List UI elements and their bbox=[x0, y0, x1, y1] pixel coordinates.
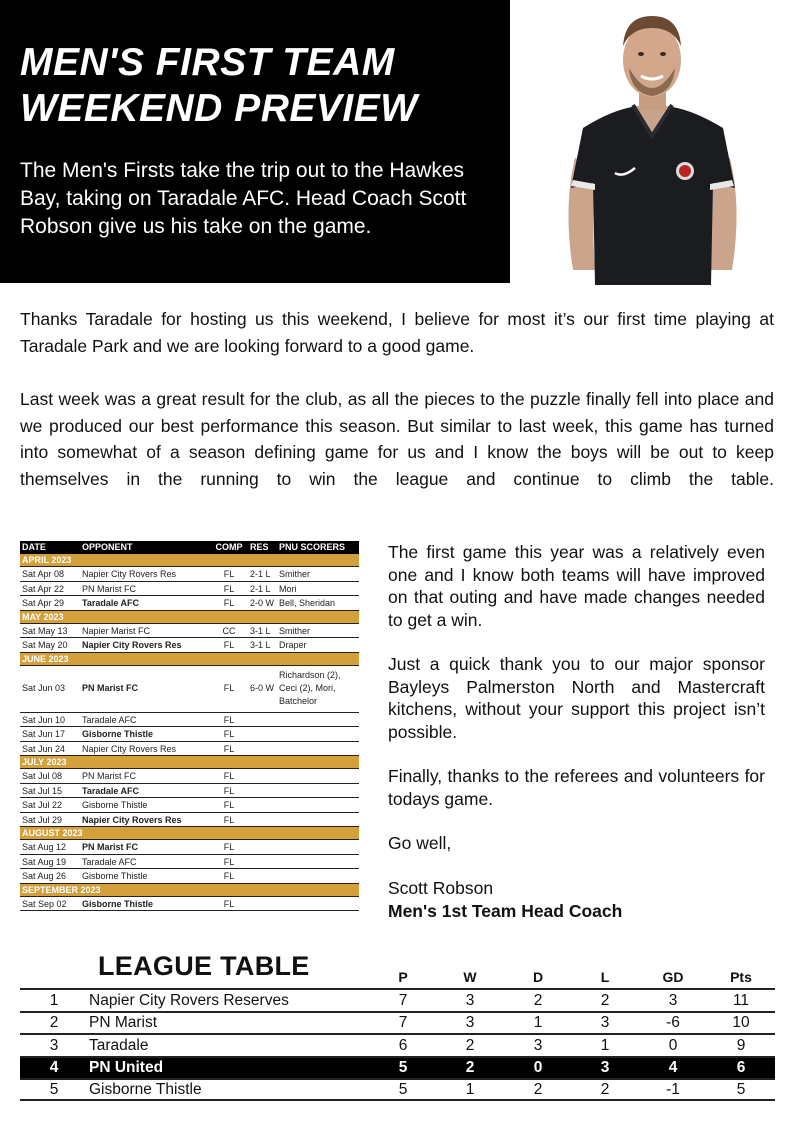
fixture-date: Sat Aug 12 bbox=[22, 842, 67, 852]
col-scorers: PNU SCORERS bbox=[279, 542, 346, 552]
fixture-row bbox=[20, 769, 359, 784]
league-lost: 1 bbox=[600, 1036, 610, 1054]
fixture-row bbox=[20, 596, 359, 611]
league-won: 3 bbox=[465, 1014, 475, 1032]
fixture-opponent: Napier City Rovers Res bbox=[82, 743, 177, 754]
fixture-scorers bbox=[276, 713, 359, 727]
league-position: 3 bbox=[49, 1036, 59, 1054]
fixture-date: Sat Sep 02 bbox=[22, 898, 67, 909]
league-team: Napier City Rovers Reserves bbox=[89, 991, 289, 1009]
fixture-opponent: PN Marist FC bbox=[82, 842, 139, 852]
league-drawn: 3 bbox=[533, 1036, 543, 1054]
league-row-highlighted bbox=[20, 1056, 775, 1079]
league-gd: -6 bbox=[666, 1014, 680, 1032]
fixture-row bbox=[20, 840, 359, 855]
fixture-comp: FL bbox=[223, 683, 235, 693]
fixture-comp: FL bbox=[223, 771, 235, 781]
fixture-scorers: Bell, Sheridan bbox=[279, 598, 336, 608]
col-opponent: OPPONENT bbox=[82, 542, 133, 552]
fixture-opponent: Gisborne Thistle bbox=[82, 729, 154, 739]
fixture-comp: FL bbox=[223, 640, 235, 650]
league-lost: 2 bbox=[600, 991, 610, 1009]
fixture-result bbox=[250, 727, 276, 741]
fixture-result bbox=[250, 897, 276, 911]
fixture-opponent: Taradale AFC bbox=[82, 714, 137, 725]
league-points: 11 bbox=[732, 991, 750, 1009]
league-drawn: 0 bbox=[533, 1059, 543, 1077]
fixture-row bbox=[20, 897, 359, 912]
fixture-opponent: Taradale AFC bbox=[82, 856, 137, 867]
fixture-opponent: Taradale AFC bbox=[82, 598, 140, 608]
fixture-result: 6-0 W bbox=[250, 683, 275, 693]
fixture-date: Sat Jun 24 bbox=[22, 743, 66, 754]
fixture-result: 2-1 L bbox=[250, 569, 271, 579]
fixture-scorers: Richardson (2), Ceci (2), Mori, Batchelor bbox=[279, 670, 341, 706]
league-points: 9 bbox=[736, 1036, 746, 1054]
fixture-date: Sat Jul 08 bbox=[22, 771, 63, 781]
fixture-comp: FL bbox=[223, 714, 235, 725]
league-lost: 3 bbox=[600, 1014, 610, 1032]
fixture-opponent: Gisborne Thistle bbox=[82, 800, 148, 810]
fixture-comp: FL bbox=[223, 800, 235, 810]
league-played: 6 bbox=[398, 1036, 408, 1054]
coach-photo bbox=[555, 8, 750, 285]
fixture-scorers bbox=[276, 798, 359, 812]
fixture-comp: FL bbox=[223, 814, 235, 825]
league-row bbox=[20, 1011, 775, 1034]
fixtures-table bbox=[20, 541, 359, 911]
fixture-date: Sat Jul 22 bbox=[22, 800, 63, 810]
fixture-comp: FL bbox=[223, 785, 235, 796]
header-w: W bbox=[463, 969, 477, 985]
fixture-date: Sat Aug 26 bbox=[22, 871, 67, 881]
league-played: 5 bbox=[398, 1059, 408, 1077]
fixture-result bbox=[250, 855, 276, 869]
fixture-date: Sat Jul 29 bbox=[22, 814, 63, 825]
fixture-comp: FL bbox=[223, 729, 235, 739]
league-team: Taradale bbox=[89, 1036, 149, 1054]
fixture-result: 2-1 L bbox=[250, 583, 271, 594]
fixture-result bbox=[250, 769, 276, 783]
header-gd: GD bbox=[662, 969, 684, 985]
fixture-opponent: PN Marist FC bbox=[82, 583, 136, 594]
sponsor-paragraph: Just a quick thank you to our major sponsor Bayleys Palmerston North and Mastercraft kitchens, without your support this project isn’t possible. bbox=[388, 654, 765, 742]
fixture-row bbox=[20, 638, 359, 653]
fixture-scorers bbox=[276, 769, 359, 783]
fixture-date: Sat Jul 15 bbox=[22, 785, 63, 796]
month-band: AUGUST 2023 bbox=[20, 827, 359, 840]
match-paragraph: Last week was a great result for the club, as all the pieces to the puzzle finally fell into place and we produced our best performance this season. But similar to last week, this game has turned into somewhat of a season defining game for us and I know the boys will be out to keep themselves in the running to win the league and continue to climb the table. bbox=[20, 389, 774, 489]
league-row bbox=[20, 1033, 775, 1056]
fixtures-header bbox=[20, 541, 359, 554]
month-band: JUNE 2023 bbox=[20, 653, 359, 666]
fixture-comp: FL bbox=[223, 743, 235, 754]
league-played: 7 bbox=[398, 991, 408, 1009]
fixture-comp: FL bbox=[223, 856, 235, 867]
intro-paragraph: Thanks Taradale for hosting us this weekend, I believe for most it’s our first time playing at Taradale Park and we are looking forward to a good game. bbox=[20, 309, 774, 356]
sign-off: Go well, bbox=[388, 833, 452, 853]
fixture-row bbox=[20, 666, 359, 713]
fixture-scorers bbox=[276, 813, 359, 827]
league-position: 1 bbox=[49, 991, 59, 1009]
fixture-row bbox=[20, 582, 359, 597]
league-position: 4 bbox=[49, 1059, 59, 1077]
fixture-row bbox=[20, 727, 359, 742]
league-lost: 2 bbox=[600, 1080, 610, 1098]
league-won: 2 bbox=[465, 1059, 475, 1077]
thanks-paragraph: Finally, thanks to the referees and volunteers for todays game. bbox=[388, 766, 765, 809]
fixture-opponent: PN Marist FC bbox=[82, 683, 139, 693]
col-date: DATE bbox=[22, 542, 46, 552]
fixture-date: Sat Apr 22 bbox=[22, 583, 65, 594]
intro-text: The Men's Firsts take the trip out to the Hawkes Bay, taking on Taradale AFC. Head Coach Scott Robson give us his take on the game. bbox=[20, 159, 467, 238]
league-drawn: 1 bbox=[533, 1014, 543, 1032]
league-team: PN United bbox=[89, 1059, 164, 1077]
league-row bbox=[20, 1078, 775, 1101]
fixture-result bbox=[250, 869, 276, 883]
title-line-1: MEN'S FIRST TEAM bbox=[20, 41, 395, 84]
header-pts: Pts bbox=[730, 969, 752, 985]
league-won: 2 bbox=[465, 1036, 475, 1054]
league-row bbox=[20, 988, 775, 1011]
league-gd: 3 bbox=[668, 991, 678, 1009]
fixture-result: 3-1 L bbox=[250, 640, 271, 650]
fixture-scorers bbox=[276, 727, 359, 741]
league-played: 5 bbox=[398, 1080, 408, 1098]
league-gd: 0 bbox=[668, 1036, 678, 1054]
header-d: D bbox=[532, 969, 544, 985]
fixture-row bbox=[20, 624, 359, 639]
page-title bbox=[20, 40, 418, 132]
fixture-scorers bbox=[276, 855, 359, 869]
fixture-row bbox=[20, 855, 359, 870]
fixture-comp: FL bbox=[223, 898, 235, 909]
league-team: PN Marist bbox=[89, 1014, 158, 1032]
fixture-result: 2-0 W bbox=[250, 598, 275, 608]
fixture-scorers bbox=[276, 840, 359, 854]
fixture-comp: FL bbox=[223, 871, 235, 881]
fixture-opponent: Gisborne Thistle bbox=[82, 871, 148, 881]
league-won: 3 bbox=[465, 991, 475, 1009]
fixture-result bbox=[250, 713, 276, 727]
fixture-row bbox=[20, 784, 359, 799]
fixture-date: Sat Jun 17 bbox=[22, 729, 66, 739]
league-drawn: 2 bbox=[533, 991, 543, 1009]
col-comp: COMP bbox=[215, 542, 243, 552]
league-gd: -1 bbox=[666, 1080, 680, 1098]
fixture-comp: FL bbox=[223, 583, 235, 594]
fixture-row bbox=[20, 567, 359, 582]
fixture-scorers bbox=[276, 784, 359, 798]
fixture-scorers: Draper bbox=[279, 640, 307, 650]
fixture-scorers bbox=[276, 869, 359, 883]
fixture-date: Sat May 13 bbox=[22, 625, 68, 636]
fixture-date: Sat Apr 29 bbox=[22, 598, 65, 608]
fixture-result bbox=[250, 742, 276, 756]
league-table-title: LEAGUE TABLE bbox=[98, 951, 310, 981]
league-points: 5 bbox=[736, 1080, 746, 1098]
fixture-result bbox=[250, 813, 276, 827]
fixture-opponent: Gisborne Thistle bbox=[82, 898, 154, 909]
league-position: 2 bbox=[49, 1014, 59, 1032]
fixture-scorers: Smither bbox=[279, 569, 311, 579]
fixture-row bbox=[20, 798, 359, 813]
header-l: L bbox=[600, 969, 610, 985]
fixture-opponent: Napier City Rovers Res bbox=[82, 640, 182, 650]
league-gd: 4 bbox=[668, 1059, 678, 1077]
fixture-row bbox=[20, 813, 359, 828]
fixture-row bbox=[20, 713, 359, 728]
fixture-opponent: Taradale AFC bbox=[82, 785, 140, 796]
fixture-date: Sat May 20 bbox=[22, 640, 68, 650]
league-points: 6 bbox=[736, 1059, 746, 1077]
league-won: 1 bbox=[465, 1080, 475, 1098]
header-banner bbox=[0, 0, 510, 283]
fixture-scorers: Smither bbox=[279, 625, 311, 636]
league-position: 5 bbox=[49, 1080, 59, 1098]
fixture-date: Sat Jun 10 bbox=[22, 714, 66, 725]
col-res: RES bbox=[250, 542, 269, 552]
month-band: JULY 2023 bbox=[20, 756, 359, 769]
month-band: APRIL 2023 bbox=[20, 554, 359, 567]
league-lost: 3 bbox=[600, 1059, 610, 1077]
fixture-result: 3-1 L bbox=[250, 625, 271, 636]
league-team: Gisborne Thistle bbox=[89, 1080, 202, 1098]
fixture-date: Sat Aug 19 bbox=[22, 856, 67, 867]
fixture-scorers: Mori bbox=[279, 583, 297, 594]
fixture-scorers bbox=[276, 897, 359, 911]
fixture-date: Sat Jun 03 bbox=[22, 683, 66, 693]
fixture-opponent: Napier Marist FC bbox=[82, 625, 151, 636]
fixture-opponent: Napier City Rovers Res bbox=[82, 814, 182, 825]
fixture-result bbox=[250, 798, 276, 812]
right-paragraph-1: The first game this year was a relatively even one and I know both teams will have improved on that outing and have made changes needed to get a win. bbox=[388, 542, 765, 630]
author-title: Men's 1st Team Head Coach bbox=[388, 901, 623, 921]
header-p: P bbox=[398, 969, 408, 985]
fixture-opponent: PN Marist FC bbox=[82, 771, 136, 781]
league-table bbox=[20, 988, 775, 1101]
fixture-scorers bbox=[276, 742, 359, 756]
fixture-result bbox=[250, 840, 276, 854]
fixture-row bbox=[20, 742, 359, 757]
author-name: Scott Robson bbox=[388, 878, 494, 898]
fixture-result bbox=[250, 784, 276, 798]
league-points: 10 bbox=[732, 1014, 750, 1032]
fixture-comp: FL bbox=[223, 598, 235, 608]
title-line-2: WEEKEND PREVIEW bbox=[20, 87, 418, 130]
fixture-date: Sat Apr 08 bbox=[22, 569, 65, 579]
fixture-comp: FL bbox=[223, 842, 235, 852]
month-band: SEPTEMBER 2023 bbox=[20, 884, 359, 897]
league-drawn: 2 bbox=[533, 1080, 543, 1098]
month-band: MAY 2023 bbox=[20, 611, 359, 624]
fixture-comp: FL bbox=[223, 569, 235, 579]
fixture-comp: CC bbox=[222, 625, 236, 636]
fixture-row bbox=[20, 869, 359, 884]
fixture-opponent: Napier City Rovers Res bbox=[82, 569, 177, 579]
league-played: 7 bbox=[398, 1014, 408, 1032]
